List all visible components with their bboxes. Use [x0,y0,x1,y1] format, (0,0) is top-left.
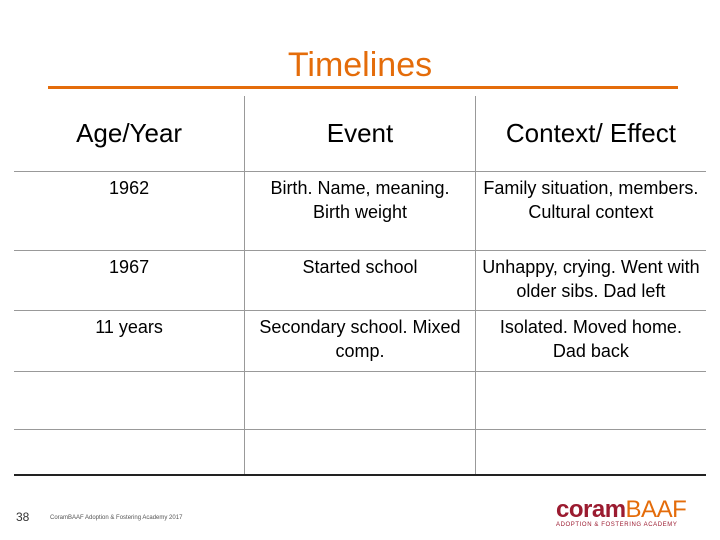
header-age-year: Age/Year [14,96,245,172]
cell-event [245,372,476,430]
cell-age-year [14,430,245,476]
cell-context-effect [475,430,706,476]
cell-age-year: 11 years [14,311,245,372]
table-header-row [14,96,706,172]
table-row [14,172,706,251]
logo-tagline: ADOPTION & FOSTERING ACADEMY [556,522,678,528]
cell-event [245,430,476,476]
timeline-table [14,96,706,476]
logo-part-baaf: BAAF [625,496,687,523]
table-row [14,372,706,430]
cell-event: Secondary school. Mixed comp. [245,311,476,372]
table-row [14,311,706,372]
table-row [14,251,706,311]
header-context-effect: Context/ Effect [475,96,706,172]
title-underline [48,86,678,89]
cell-age-year: 1962 [14,172,245,251]
header-event: Event [245,96,476,172]
logo-part-coram: coram [556,496,626,523]
slide-number: 38 [16,510,30,524]
logo-wordmark [556,498,692,522]
cell-event: Birth. Name, meaning. Birth weight [245,172,476,251]
cell-age-year: 1967 [14,251,245,311]
cell-context-effect [475,372,706,430]
cell-event: Started school [245,251,476,311]
cell-context-effect: Unhappy, crying. Went with older sibs. Dad left [475,251,706,311]
corambaaf-logo [556,498,692,528]
cell-context-effect: Family situation, members. Cultural context [475,172,706,251]
cell-context-effect: Isolated. Moved home. Dad back [475,311,706,372]
table-row [14,430,706,476]
cell-age-year [14,372,245,430]
slide-title: Timelines [287,46,433,84]
footer-copyright: CoramBAAF Adoption & Fostering Academy 2017 [50,515,183,521]
